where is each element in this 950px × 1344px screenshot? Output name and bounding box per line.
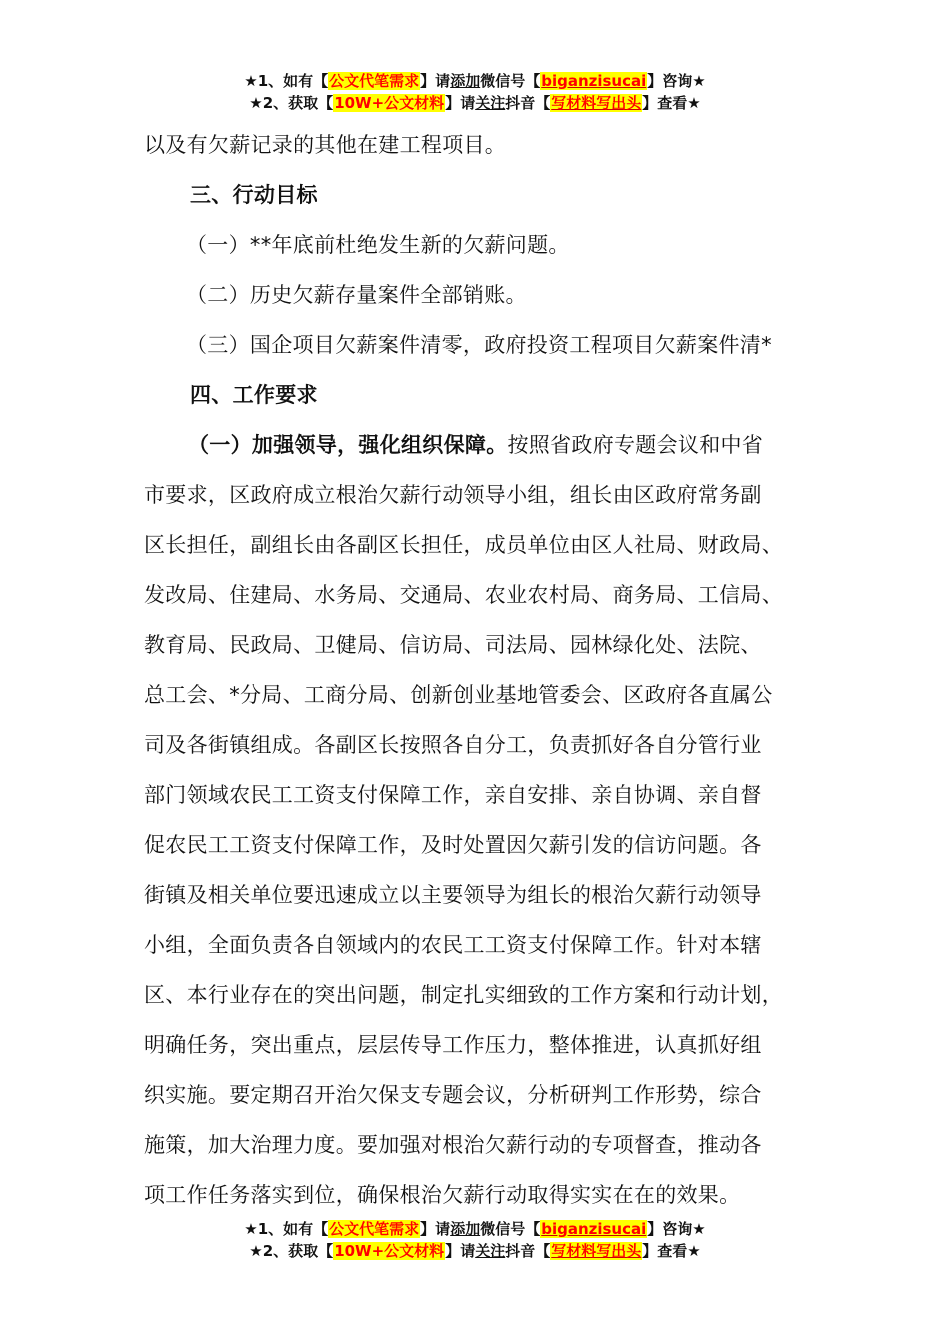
paragraph-line: 发改局、住建局、水务局、交通局、农业农村局、商务局、工信局、 xyxy=(144,583,783,607)
paragraph-line: 街镇及相关单位要迅速成立以主要领导为组长的根治欠薪行动领导 xyxy=(144,883,762,907)
promo-text: 】请 xyxy=(420,1220,451,1238)
promo-underlined-text: 关注 xyxy=(475,1242,506,1260)
paragraph-line: 总工会、*分局、工商分局、创新创业基地管委会、区政府各直属公 xyxy=(144,683,773,707)
promo-line-2 xyxy=(0,92,950,114)
section-heading-action-goals: 三、行动目标 xyxy=(190,183,318,207)
continuation-paragraph: 以及有欠薪记录的其他在建工程项目。 xyxy=(144,133,507,157)
promo-text: 抖音【 xyxy=(505,1242,551,1260)
promo-underlined-text: 添加 xyxy=(450,72,481,90)
douyin-account-highlight: 写材料写出头 xyxy=(551,1242,642,1260)
promo-text: 】查看★ xyxy=(642,94,701,112)
promo-text: ★1、如有【 xyxy=(244,72,329,90)
paragraph-line: 区长担任，副组长由各副区长担任，成员单位由区人社局、财政局、 xyxy=(144,533,783,557)
document-page xyxy=(144,120,834,1220)
paragraph-text: 按照省政府专题会议和中省 xyxy=(507,433,764,457)
promo-highlight: 公文代笔需求 xyxy=(329,1220,420,1238)
paragraph-line: 区、本行业存在的突出问题，制定扎实细致的工作方案和行动计划， xyxy=(144,983,783,1007)
paragraph-line: 施策，加大治理力度。要加强对根治欠薪行动的专项督查，推动各 xyxy=(144,1133,762,1157)
paragraph-line: 教育局、民政局、卫健局、信访局、司法局、园林绿化处、法院、 xyxy=(144,633,762,657)
requirement-paragraph xyxy=(144,420,834,1220)
promo-text: 】请 xyxy=(420,72,451,90)
promo-text: 抖音【 xyxy=(505,94,551,112)
paragraph-line: 织实施。要定期召开治欠保支专题会议，分析研判工作形势，综合 xyxy=(144,1083,762,1107)
promo-text: 】咨询★ xyxy=(647,72,706,90)
promo-text: ★2、获取【 xyxy=(249,1242,334,1260)
paragraph-line: 明确任务，突出重点，层层传导工作压力，整体推进，认真抓好组 xyxy=(144,1033,762,1057)
promo-highlight: 公文代笔需求 xyxy=(329,72,420,90)
paragraph-bold-lead: （一）加强领导，强化组织保障。 xyxy=(188,433,508,457)
section-heading-work-requirements: 四、工作要求 xyxy=(190,383,318,407)
promo-text: 】查看★ xyxy=(642,1242,701,1260)
promo-highlight: 10W+公文材料 xyxy=(334,94,445,112)
promo-text: 】请 xyxy=(445,94,476,112)
goal-item: （二）历史欠薪存量案件全部销账。 xyxy=(186,283,527,307)
wechat-id-highlight: biganzisucai xyxy=(541,72,647,90)
promo-text: ★1、如有【 xyxy=(244,1220,329,1238)
promo-line-1 xyxy=(0,70,950,92)
promo-line-1 xyxy=(0,1218,950,1240)
promo-text: ★2、获取【 xyxy=(249,94,334,112)
paragraph-line: 部门领域农民工工资支付保障工作，亲自安排、亲自协调、亲自督 xyxy=(144,783,762,807)
paragraph-line: 促农民工工资支付保障工作，及时处置因欠薪引发的信访问题。各 xyxy=(144,833,762,857)
promo-underlined-text: 添加 xyxy=(450,1220,481,1238)
wechat-id-highlight: biganzisucai xyxy=(541,1220,647,1238)
promo-text: 】咨询★ xyxy=(647,1220,706,1238)
promo-highlight: 10W+公文材料 xyxy=(334,1242,445,1260)
paragraph-line: 市要求，区政府成立根治欠薪行动领导小组，组长由区政府常务副 xyxy=(144,483,762,507)
promo-text: 微信号【 xyxy=(480,1220,541,1238)
promo-text: 】请 xyxy=(445,1242,476,1260)
promo-text: 微信号【 xyxy=(480,72,541,90)
paragraph-line: 小组，全面负责各自领域内的农民工工资支付保障工作。针对本辖 xyxy=(144,933,762,957)
promo-underlined-text: 关注 xyxy=(475,94,506,112)
douyin-account-highlight: 写材料写出头 xyxy=(551,94,642,112)
goal-item: （三）国企项目欠薪案件清零，政府投资工程项目欠薪案件清* xyxy=(186,333,772,357)
promo-banner-top xyxy=(0,70,950,114)
promo-banner-bottom xyxy=(0,1218,950,1262)
paragraph-line xyxy=(144,420,834,470)
paragraph-line: 司及各街镇组成。各副区长按照各自分工，负责抓好各自分管行业 xyxy=(144,733,762,757)
goal-item: （一）**年底前杜绝发生新的欠薪问题。 xyxy=(186,233,570,257)
paragraph-line: 项工作任务落实到位，确保根治欠薪行动取得实实在在的效果。 xyxy=(144,1183,741,1207)
promo-line-2 xyxy=(0,1240,950,1262)
